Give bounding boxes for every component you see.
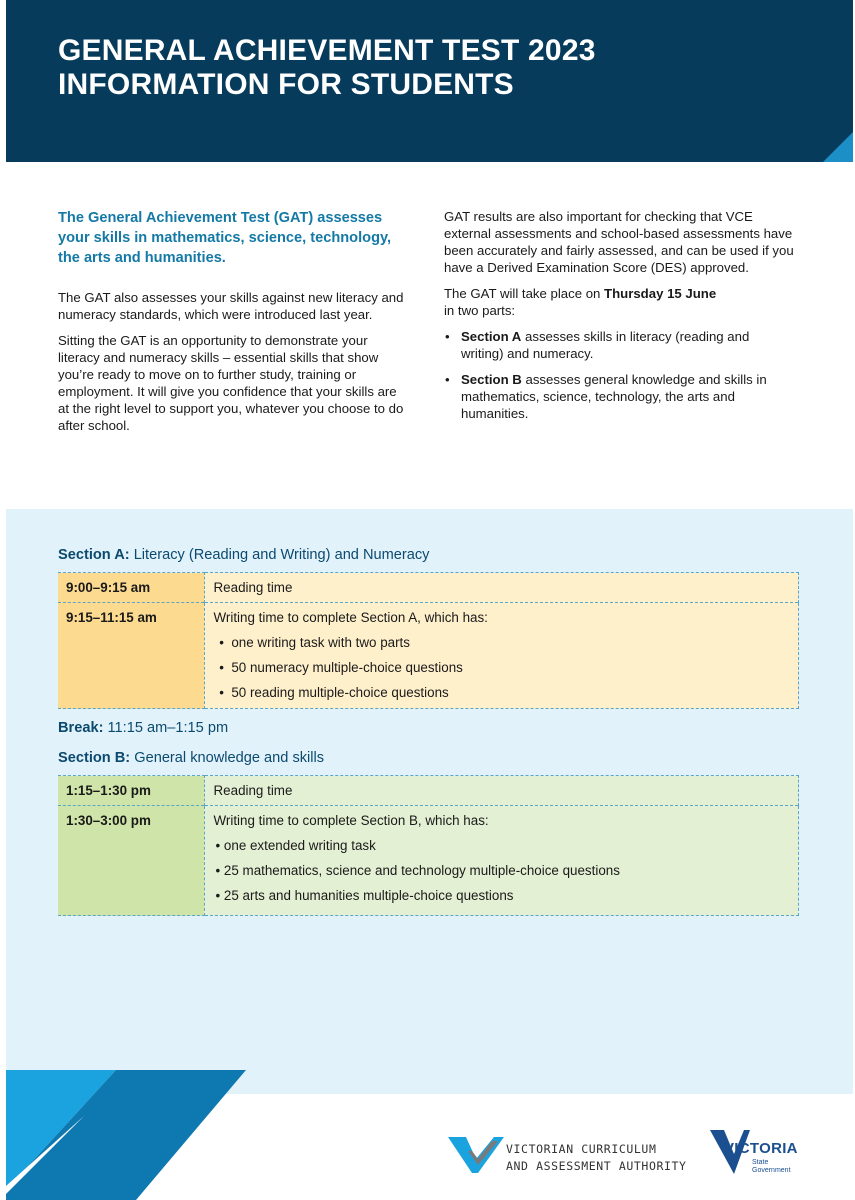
- victoria-subtitle-line-2: Government: [752, 1167, 791, 1174]
- schedule-description: Reading time: [204, 573, 799, 603]
- list-item: [444, 328, 794, 362]
- table-row: [58, 603, 799, 709]
- victoria-wordmark: VICTORIA: [724, 1140, 798, 1157]
- section-b-heading: [58, 750, 324, 766]
- schedule-description: Reading time: [204, 776, 799, 806]
- schedule-description-cell: [204, 806, 799, 916]
- date-prefix: The GAT will take place on: [444, 286, 601, 301]
- section-b-label: Section B: [461, 372, 522, 387]
- decorative-stripes-icon: [6, 1070, 246, 1200]
- schedule-time: 1:15–1:30 pm: [58, 776, 204, 806]
- list-item: • 50 reading multiple-choice questions: [215, 685, 449, 700]
- section-a-heading: [58, 547, 429, 563]
- schedule-description: Writing time to complete Section A, which has:: [213, 610, 488, 625]
- table-row: [58, 776, 799, 806]
- vcaa-wordmark: [506, 1141, 687, 1175]
- section-a-schedule-table: [58, 572, 799, 709]
- list-item: • one extended writing task: [215, 838, 376, 853]
- section-b-heading-label: Section B:: [58, 750, 131, 766]
- table-row: [58, 806, 799, 916]
- list-item-text: 25 mathematics, science and technology multiple-choice questions: [223, 863, 620, 878]
- list-item: • 50 numeracy multiple-choice questions: [215, 660, 463, 675]
- list-item-text: 50 numeracy multiple-choice questions: [231, 660, 463, 675]
- break-label: Break:: [58, 720, 104, 736]
- victoria-government-logo: [710, 1128, 810, 1180]
- section-b-schedule-table: [58, 775, 799, 916]
- list-item: • one writing task with two parts: [215, 635, 410, 650]
- list-item: [444, 371, 794, 422]
- section-b-heading-title: General knowledge and skills: [134, 750, 325, 766]
- page-header: [6, 0, 853, 162]
- date-paragraph: [444, 285, 794, 319]
- header-corner-accent: [823, 132, 853, 162]
- vcaa-line-1: VICTORIAN CURRICULUM: [506, 1142, 657, 1156]
- schedule-time: 9:00–9:15 am: [58, 573, 204, 603]
- date-suffix: in two parts:: [444, 303, 516, 318]
- schedule-description: Writing time to complete Section B, which has:: [213, 813, 489, 828]
- table-row: [58, 573, 799, 603]
- intro-left-column: [58, 208, 410, 443]
- test-date: Thursday 15 June: [604, 286, 717, 301]
- schedule-time: 9:15–11:15 am: [58, 603, 204, 709]
- list-item-text: 25 arts and humanities multiple-choice questions: [223, 888, 514, 903]
- page-title-line-2: INFORMATION FOR STUDENTS: [58, 68, 514, 101]
- page-title-line-1: GENERAL ACHIEVEMENT TEST 2023: [58, 34, 596, 67]
- break-time: [58, 720, 228, 736]
- section-a-heading-title: Literacy (Reading and Writing) and Numeracy: [133, 547, 430, 563]
- victoria-subtitle: [752, 1159, 791, 1175]
- schedule-description-cell: [204, 603, 799, 709]
- results-paragraph: GAT results are also important for checking that VCE external assessments and school-based assessments have been accurately and fairly assessed, and can be used if you have a Derived Examination Score (DES) approved.: [444, 209, 794, 275]
- sections-list: [444, 328, 794, 422]
- bullet-icon: •: [445, 329, 450, 344]
- victoria-subtitle-line-1: State: [752, 1159, 769, 1166]
- intro-paragraph: The GAT also assesses your skills against new literacy and numeracy standards, which were introduced last year.: [58, 290, 404, 322]
- list-item-text: one writing task with two parts: [231, 635, 410, 650]
- intro-paragraph: Sitting the GAT is an opportunity to demonstrate your literacy and numeracy skills – essential skills that show you’re ready to move on to further study, training or employment. It will give you confidence that your skills are at the right level to support you, whatever you choose to do after school.: [58, 333, 404, 433]
- list-item: • 25 arts and humanities multiple-choice questions: [215, 888, 514, 903]
- bullet-icon: •: [445, 372, 450, 387]
- section-a-heading-label: Section A:: [58, 547, 130, 563]
- intro-right-column: [444, 208, 794, 431]
- section-a-text: assesses skills in literacy (reading and writing) and numeracy.: [461, 329, 750, 361]
- list-item-text: 50 reading multiple-choice questions: [231, 685, 449, 700]
- section-a-label: Section A: [461, 329, 522, 344]
- page-title: [58, 34, 596, 102]
- list-item-text: one extended writing task: [223, 838, 376, 853]
- break-value: 11:15 am–1:15 pm: [107, 720, 229, 736]
- list-item: • 25 mathematics, science and technology multiple-choice questions: [215, 863, 620, 878]
- schedule-time: 1:30–3:00 pm: [58, 806, 204, 916]
- vcaa-check-icon: [448, 1133, 504, 1177]
- intro-lead: The General Achievement Test (GAT) assesses your skills in mathematics, science, technology, the arts and humanities.: [58, 210, 392, 266]
- vcaa-line-2: AND ASSESSMENT AUTHORITY: [506, 1159, 687, 1173]
- vcaa-logo: [448, 1133, 698, 1177]
- section-b-text: assesses general knowledge and skills in mathematics, science, technology, the arts and humanities.: [461, 372, 767, 421]
